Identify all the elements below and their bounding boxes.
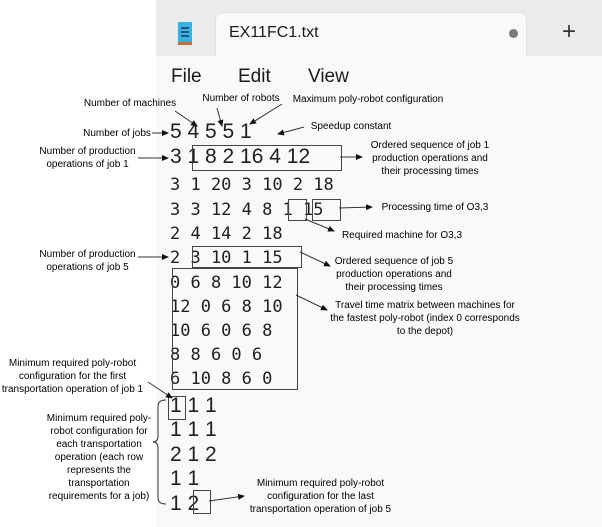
transport-row-2: 1 1 1	[170, 418, 217, 441]
label-num-ops-job5: Number of production operations of job 5	[39, 249, 136, 273]
label-machine-o33: Required machine for O3,3	[341, 230, 463, 241]
matrix-row-2: 12 0 6 8 10	[170, 297, 283, 317]
new-tab-button[interactable]: +	[562, 18, 577, 45]
job-line-3: 3 3 12 4 8 1 15	[170, 200, 324, 220]
label-min-each: Minimum required poly-robot configuration for each transportation operation (each row represents the transportation requirements for a job)	[46, 413, 152, 502]
header-line: 5 4 5 5 1	[170, 120, 252, 143]
label-seq-job1: Ordered sequence of job 1 production operations and their processing times	[370, 140, 490, 177]
matrix-row-5: 6 10 8 6 0	[170, 369, 273, 389]
matrix-row-3: 10 6 0 6 8	[170, 321, 273, 341]
job-line-1: 3 1 8 2 16 4 12	[170, 145, 311, 168]
label-travel-matrix: Travel time matrix between machines for the fastest poly-robot (index 0 corresponds to the depot)	[330, 300, 520, 337]
menu-view[interactable]: View	[308, 66, 349, 87]
label-min-last: Minimum required poly-robot configuration for the last transportation operation of job 5	[249, 478, 392, 515]
label-proc-time-o33: Processing time of O3,3	[381, 202, 489, 213]
label-num-ops-job1: Number of production operations of job 1	[39, 146, 136, 170]
menu-file[interactable]: File	[171, 66, 202, 87]
transport-row-1: 1 1 1	[170, 394, 217, 417]
transport-row-3: 2 1 2	[170, 443, 217, 466]
matrix-row-1: 0 6 8 10 12	[170, 273, 283, 293]
job-line-5: 2 3 10 1 15	[170, 248, 283, 268]
label-min-first: Minimum required poly-robot configuration for the first transportation operation of job 1	[1, 358, 144, 395]
label-max-config: Maximum poly-robot configuration	[292, 94, 444, 105]
label-num-jobs: Number of jobs	[83, 128, 151, 139]
matrix-row-4: 8 8 6 0 6	[170, 345, 263, 365]
label-num-robots: Number of robots	[202, 93, 280, 104]
job-line-4: 2 4 14 2 18	[170, 224, 283, 244]
tab-title[interactable]: EX11FC1.txt	[229, 24, 319, 41]
transport-row-4: 1 1	[170, 467, 200, 490]
label-num-machines: Number of machines	[83, 98, 177, 109]
menu-edit[interactable]: Edit	[238, 66, 271, 87]
transport-row-5: 1 2	[170, 492, 200, 515]
job-line-2: 3 1 20 3 10 2 18	[170, 175, 334, 195]
label-speedup: Speedup constant	[310, 121, 392, 132]
label-seq-job5: Ordered sequence of job 5 production operations and their processing times	[334, 256, 454, 293]
